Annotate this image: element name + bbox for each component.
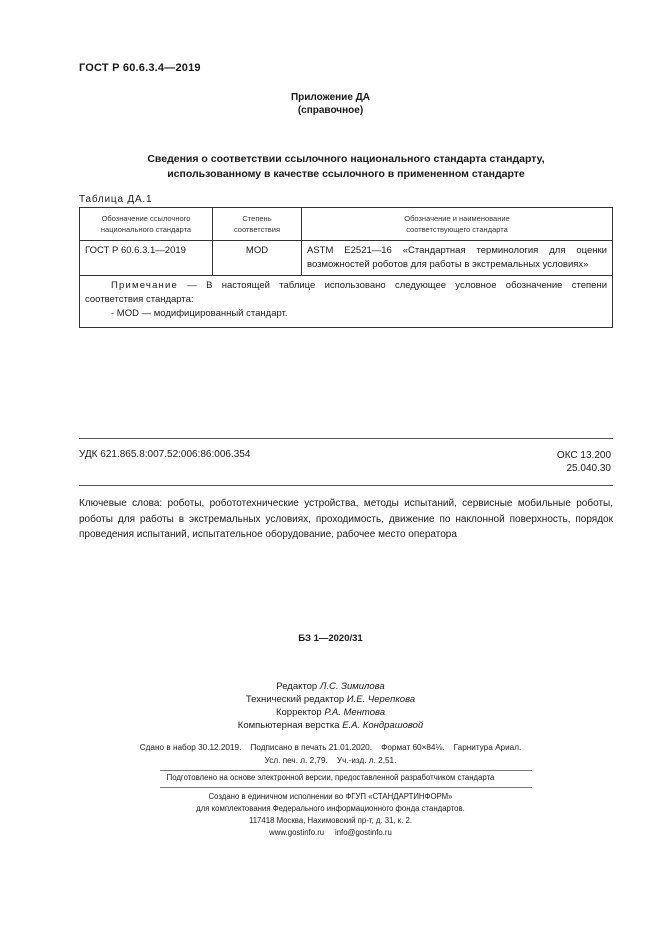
prepared-note: Подготовлено на основе электронной версии, предоставленной разработчиком стандарта	[166, 773, 495, 782]
created-line1: Создано в единичном исполнении во ФГУП «СТАНДАРТИНФОРМ»	[208, 792, 453, 801]
credit-tech-editor	[0, 693, 661, 706]
print-info-line1: Сдано в набор 30.12.2019. Подписано в печать 21.01.2020. Формат 60×84⅛. Гарнитура Ариал.	[139, 743, 522, 752]
print-info	[0, 741, 661, 767]
address-line1: 117418 Москва, Нахимовский пр-т, д. 31, к. 2.	[248, 816, 413, 825]
note-label: Примечание	[111, 280, 178, 291]
table-caption: Таблица ДА.1	[79, 194, 153, 205]
layout-label: Компьютерная верстка	[237, 720, 343, 731]
table-note-row	[80, 276, 613, 328]
print-info-line2: Усл. печ. л. 2,79. Уч.-изд. л. 2,51.	[264, 756, 397, 765]
divider-print	[160, 787, 532, 788]
corrector-label: Корректор	[275, 707, 325, 718]
note-text: — В настоящей таблице использовано следующее условное обозначение степени соответствия стандарта:	[85, 280, 607, 305]
credit-editor	[0, 680, 661, 693]
created-line2: для комплектования Федерального информационного фонда стандартов.	[196, 804, 465, 813]
note-paragraph	[85, 279, 607, 307]
section-title	[80, 152, 612, 182]
section-title-line2: использованному в качестве ссылочного в примененном стандарте	[167, 168, 525, 180]
credit-corrector	[0, 706, 661, 719]
cell-degree: MOD	[213, 241, 302, 276]
correspondence-table	[79, 207, 613, 328]
header-degree	[213, 208, 302, 241]
tech-editor-name: И.Е. Черепкова	[346, 694, 416, 705]
header-corresponding-standard	[302, 208, 613, 241]
note-item: - MOD — модифицированный стандарт.	[111, 308, 288, 319]
divider-middle	[79, 485, 613, 486]
table-note	[80, 276, 613, 328]
udk-code: УДК 621.865.8:007.52:006:86:006.354	[79, 449, 251, 460]
created-note	[0, 791, 661, 815]
header-col2-line1: Степень	[242, 214, 272, 223]
header-col1-line2: национального стандарта	[100, 225, 192, 234]
editor-label: Редактор	[276, 681, 320, 692]
divider-prepared	[160, 770, 532, 771]
table-header-row	[80, 208, 613, 241]
layout-name: Е.А. Кондрашовой	[342, 720, 424, 731]
cell-national-standard: ГОСТ Р 60.6.3.1—2019	[80, 241, 213, 276]
credits	[0, 680, 661, 732]
publisher-address	[0, 815, 661, 839]
header-col1-line1: Обозначение ссылочного	[101, 214, 191, 223]
oks-line1: ОКС 13.200	[556, 450, 611, 461]
header-col2-line2: соответствия	[233, 225, 281, 234]
oks-line2: 25.040.30	[566, 463, 611, 474]
header-national-standard	[80, 208, 213, 241]
header-col3-line2: соответствующего стандарта	[406, 225, 508, 234]
editor-name: Л.С. Зимилова	[319, 681, 385, 692]
credit-layout	[0, 719, 661, 732]
appendix-title: Приложение ДА	[290, 92, 371, 103]
keywords-paragraph: Ключевые слова: роботы, робототехнические устройства, методы испытаний, сервисные мобильные роботы, роботы для работы в экстремальных условиях, проходимость, движение по наклонной поверхность, порядок проведения испытаний, испытательное оборудование, рабочее место оператора	[79, 498, 613, 540]
tech-editor-label: Технический редактор	[245, 694, 347, 705]
cell-corresponding-standard: ASTM E2521—16 «Стандартная терминология для оценки возможностей роботов для работы в экстремальных условиях»	[302, 241, 613, 276]
header-col3-line1: Обозначение и наименование	[404, 214, 510, 223]
address-line2: www.gostinfo.ru info@gostinfo.ru	[269, 828, 392, 837]
corrector-name: Р.А. Ментова	[324, 707, 386, 718]
table-row	[80, 241, 613, 276]
oks-codes	[557, 449, 611, 475]
divider-top	[79, 438, 613, 439]
document-code: ГОСТ Р 60.6.3.4—2019	[79, 62, 201, 74]
section-title-line1: Сведения о соответствии ссылочного национального стандарта стандарту,	[147, 153, 545, 165]
bz-number: БЗ 1—2020/31	[298, 633, 363, 644]
appendix-subtitle: (справочное)	[297, 105, 364, 116]
